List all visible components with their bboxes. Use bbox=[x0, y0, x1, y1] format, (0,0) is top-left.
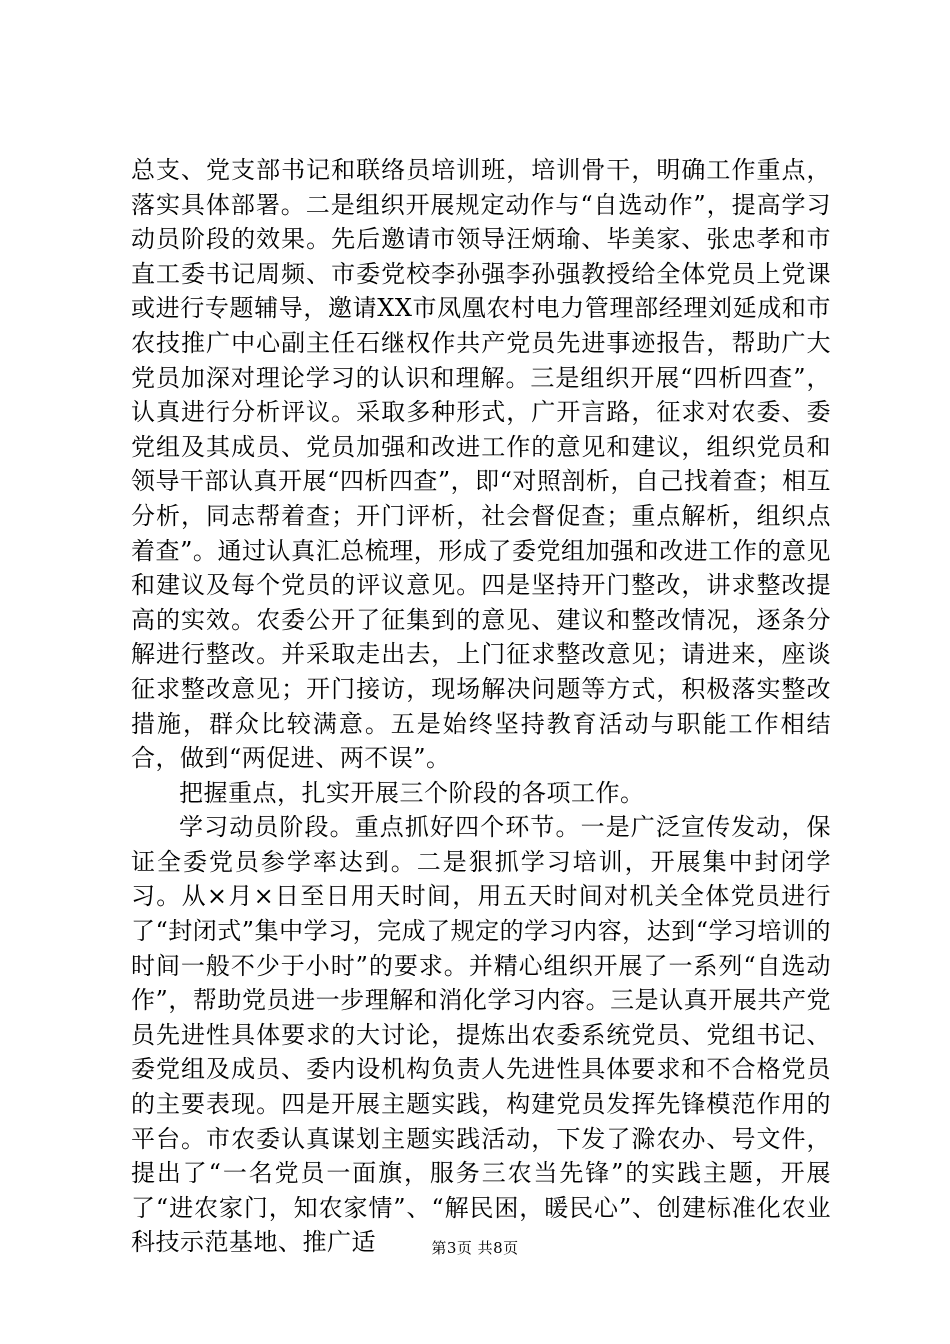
body-paragraph-1: 总支、党支部书记和联络员培训班，培训骨干，明确工作重点，落实具体部署。二是组织开展规定动作与“自选动作”，提高学习动员阶段的效果。先后邀请市领导汪炳瑜、毕美家、张忠孝和市直工委书记周频、市委党校李孙强李孙强教授给全体党员上党课或进行专题辅导，邀请XX市凤凰农村电力管理部经理刘延成和市农技推广中心副主任石继权作共产党员先进事迹报告，帮助广大党员加深对理论学习的认识和理解。三是组织开展“四析四查”，认真进行分析评议。采取多种形式，广开言路，征求对农委、委党组及其成员、党员加强和改进工作的意见和建议，组织党员和领导干部认真开展“四析四查”，即“对照剖析，自己找着查；相互分析，同志帮着查；开门评析，社会督促查；重点解析，组织点着查”。通过认真汇总梳理，形成了委党组加强和改进工作的意见和建议及每个党员的评议意见。四是坚持开门整改，讲求整改提高的实效。农委公开了征集到的意见、建议和整改情况，逐条分解进行整改。并采取走出去，上门征求整改意见；请进来，座谈征求整改意见；开门接访，现场解决问题等方式，积极落实整改措施，群众比较满意。五是始终坚持教育活动与职能工作相结合，做到“两促进、两不误”。 bbox=[131, 156, 831, 773]
body-paragraph-3: 学习动员阶段。重点抓好四个环节。一是广泛宣传发动，保证全委党员参学率达到。二是狠抓学习培训，开展集中封闭学习。从×月×日至日用天时间，用五天时间对机关全体党员进行了“封闭式”集中学习，完成了规定的学习内容，达到“学习培训的时间一般不少于小时”的要求。并精心组织开展了一系列“自选动作”，帮助党员进一步理解和消化学习内容。三是认真开展共产党员先进性具体要求的大讨论，提炼出农委系统党员、党组书记、委党组及成员、委内设机构负责人先进性具体要求和不合格党员的主要表现。四是开展主题实践，构建党员发挥先锋模范作用的平台。市农委认真谋划主题实践活动，下发了滁农办、号文件，提出了“一名党员一面旗，服务三农当先锋”的实践主题，开展了“进农家门，知农家情”、“解民困，暖民心”、创建标准化农业科技示范基地、推广适 bbox=[131, 813, 831, 1257]
document-body bbox=[131, 153, 831, 1260]
page-footer: 第3页 共8页 bbox=[431, 1239, 519, 1257]
body-paragraph-2: 把握重点，扎实开展三个阶段的各项工作。 bbox=[179, 778, 645, 807]
